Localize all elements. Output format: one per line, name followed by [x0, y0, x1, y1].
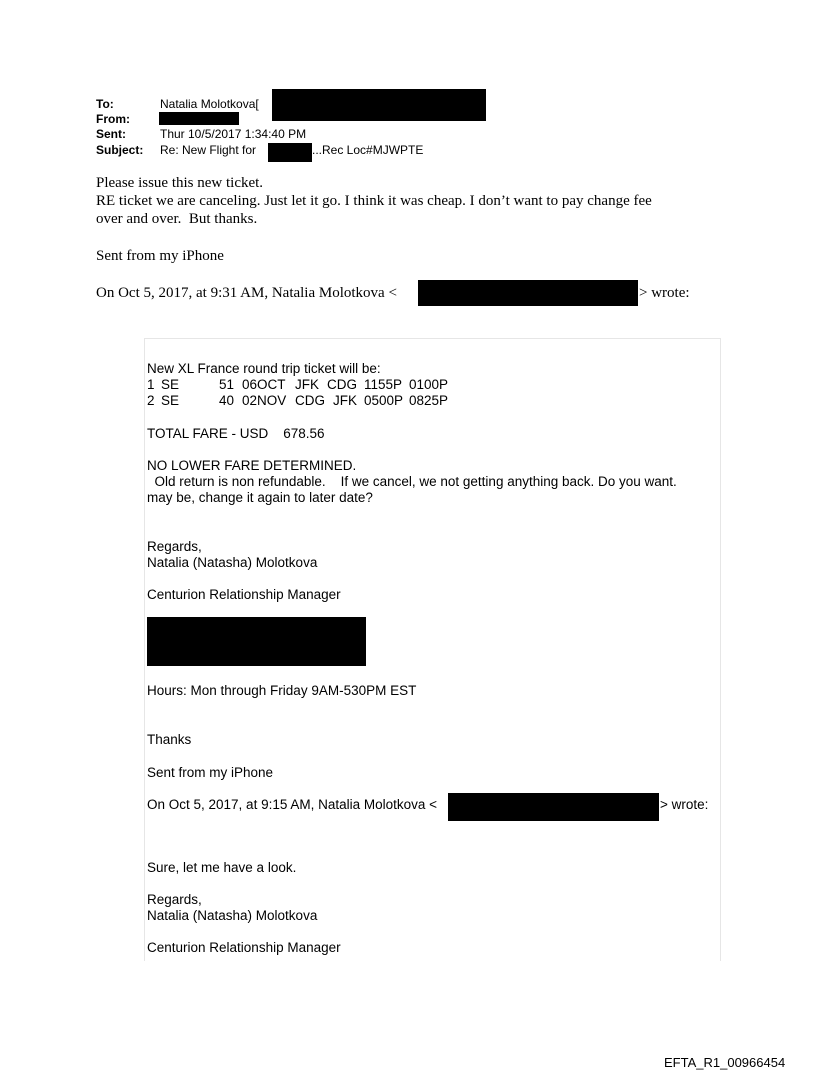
redaction-email-2	[448, 793, 659, 821]
sender-title: Centurion Relationship Manager	[147, 587, 341, 602]
sender-name-2: Natalia (Natasha) Molotkova	[147, 908, 318, 923]
quote-intro-2-suffix: > wrote:	[660, 797, 709, 812]
redaction-contact	[147, 617, 366, 666]
old-return-line-2: may be, change it again to later date?	[147, 490, 373, 505]
sent-value: Thur 10/5/2017 1:34:40 PM	[160, 127, 307, 141]
segment-date: 06OCT	[242, 377, 286, 392]
redaction-email-1	[418, 280, 638, 306]
segment-to: JFK	[333, 393, 358, 408]
segment-dep: 0500P	[364, 393, 404, 408]
segment-class: SE	[161, 377, 180, 392]
old-return-line-1: Old return is non refundable. If we cancel, we not getting anything back. Do you want.	[147, 474, 677, 489]
thanks: Thanks	[147, 732, 192, 747]
redaction-subject	[268, 143, 312, 162]
sure-line: Sure, let me have a look.	[147, 860, 297, 875]
segment-flight: 51	[219, 377, 235, 392]
segment-number: 2	[147, 393, 155, 408]
sender-name: Natalia (Natasha) Molotkova	[147, 555, 318, 570]
segment-from: CDG	[295, 393, 325, 408]
subject-suffix: ...Rec Loc#MJWPTE	[312, 143, 424, 157]
segment-arr: 0825P	[409, 393, 449, 408]
sender-title-2: Centurion Relationship Manager	[147, 940, 341, 955]
no-lower-fare: NO LOWER FARE DETERMINED.	[147, 458, 357, 473]
segment-to: CDG	[327, 377, 357, 392]
office-hours: Hours: Mon through Friday 9AM-530PM EST	[147, 683, 417, 698]
segment-flight: 40	[219, 393, 235, 408]
from-label: From:	[96, 112, 130, 126]
regards-2: Regards,	[147, 892, 202, 907]
segment-dep: 1155P	[364, 377, 403, 392]
subject-label: Subject:	[96, 143, 144, 157]
quote-intro-prefix: On Oct 5, 2017, at 9:31 AM, Natalia Molotkova <	[96, 285, 397, 301]
segment-from: JFK	[295, 377, 320, 392]
sent-label: Sent:	[96, 127, 126, 141]
redaction-to	[272, 89, 486, 121]
body-line-2: RE ticket we are canceling. Just let it go. I think it was cheap. I don’t want to pay change fee	[96, 193, 652, 209]
document-id: EFTA_R1_00966454	[664, 1055, 786, 1070]
segment-class: SE	[161, 393, 180, 408]
total-fare: TOTAL FARE - USD 678.56	[147, 426, 325, 441]
quote-intro-2-prefix: On Oct 5, 2017, at 9:15 AM, Natalia Molotkova <	[147, 797, 438, 812]
to-label: To:	[96, 97, 114, 111]
body-signature: Sent from my iPhone	[96, 248, 224, 264]
redaction-from	[159, 112, 239, 125]
ticket-intro: New XL France round trip ticket will be:	[147, 361, 381, 376]
sent-from-iphone: Sent from my iPhone	[147, 765, 274, 780]
quote-intro-suffix: > wrote:	[639, 285, 690, 301]
subject-prefix: Re: New Flight for	[160, 143, 257, 157]
segment-number: 1	[147, 377, 155, 392]
body-line-1: Please issue this new ticket.	[96, 175, 264, 191]
regards: Regards,	[147, 539, 202, 554]
body-line-3: over and over. But thanks.	[96, 211, 258, 227]
segment-date: 02NOV	[242, 393, 287, 408]
to-value: Natalia Molotkova[	[160, 97, 259, 111]
segment-arr: 0100P	[409, 377, 449, 392]
